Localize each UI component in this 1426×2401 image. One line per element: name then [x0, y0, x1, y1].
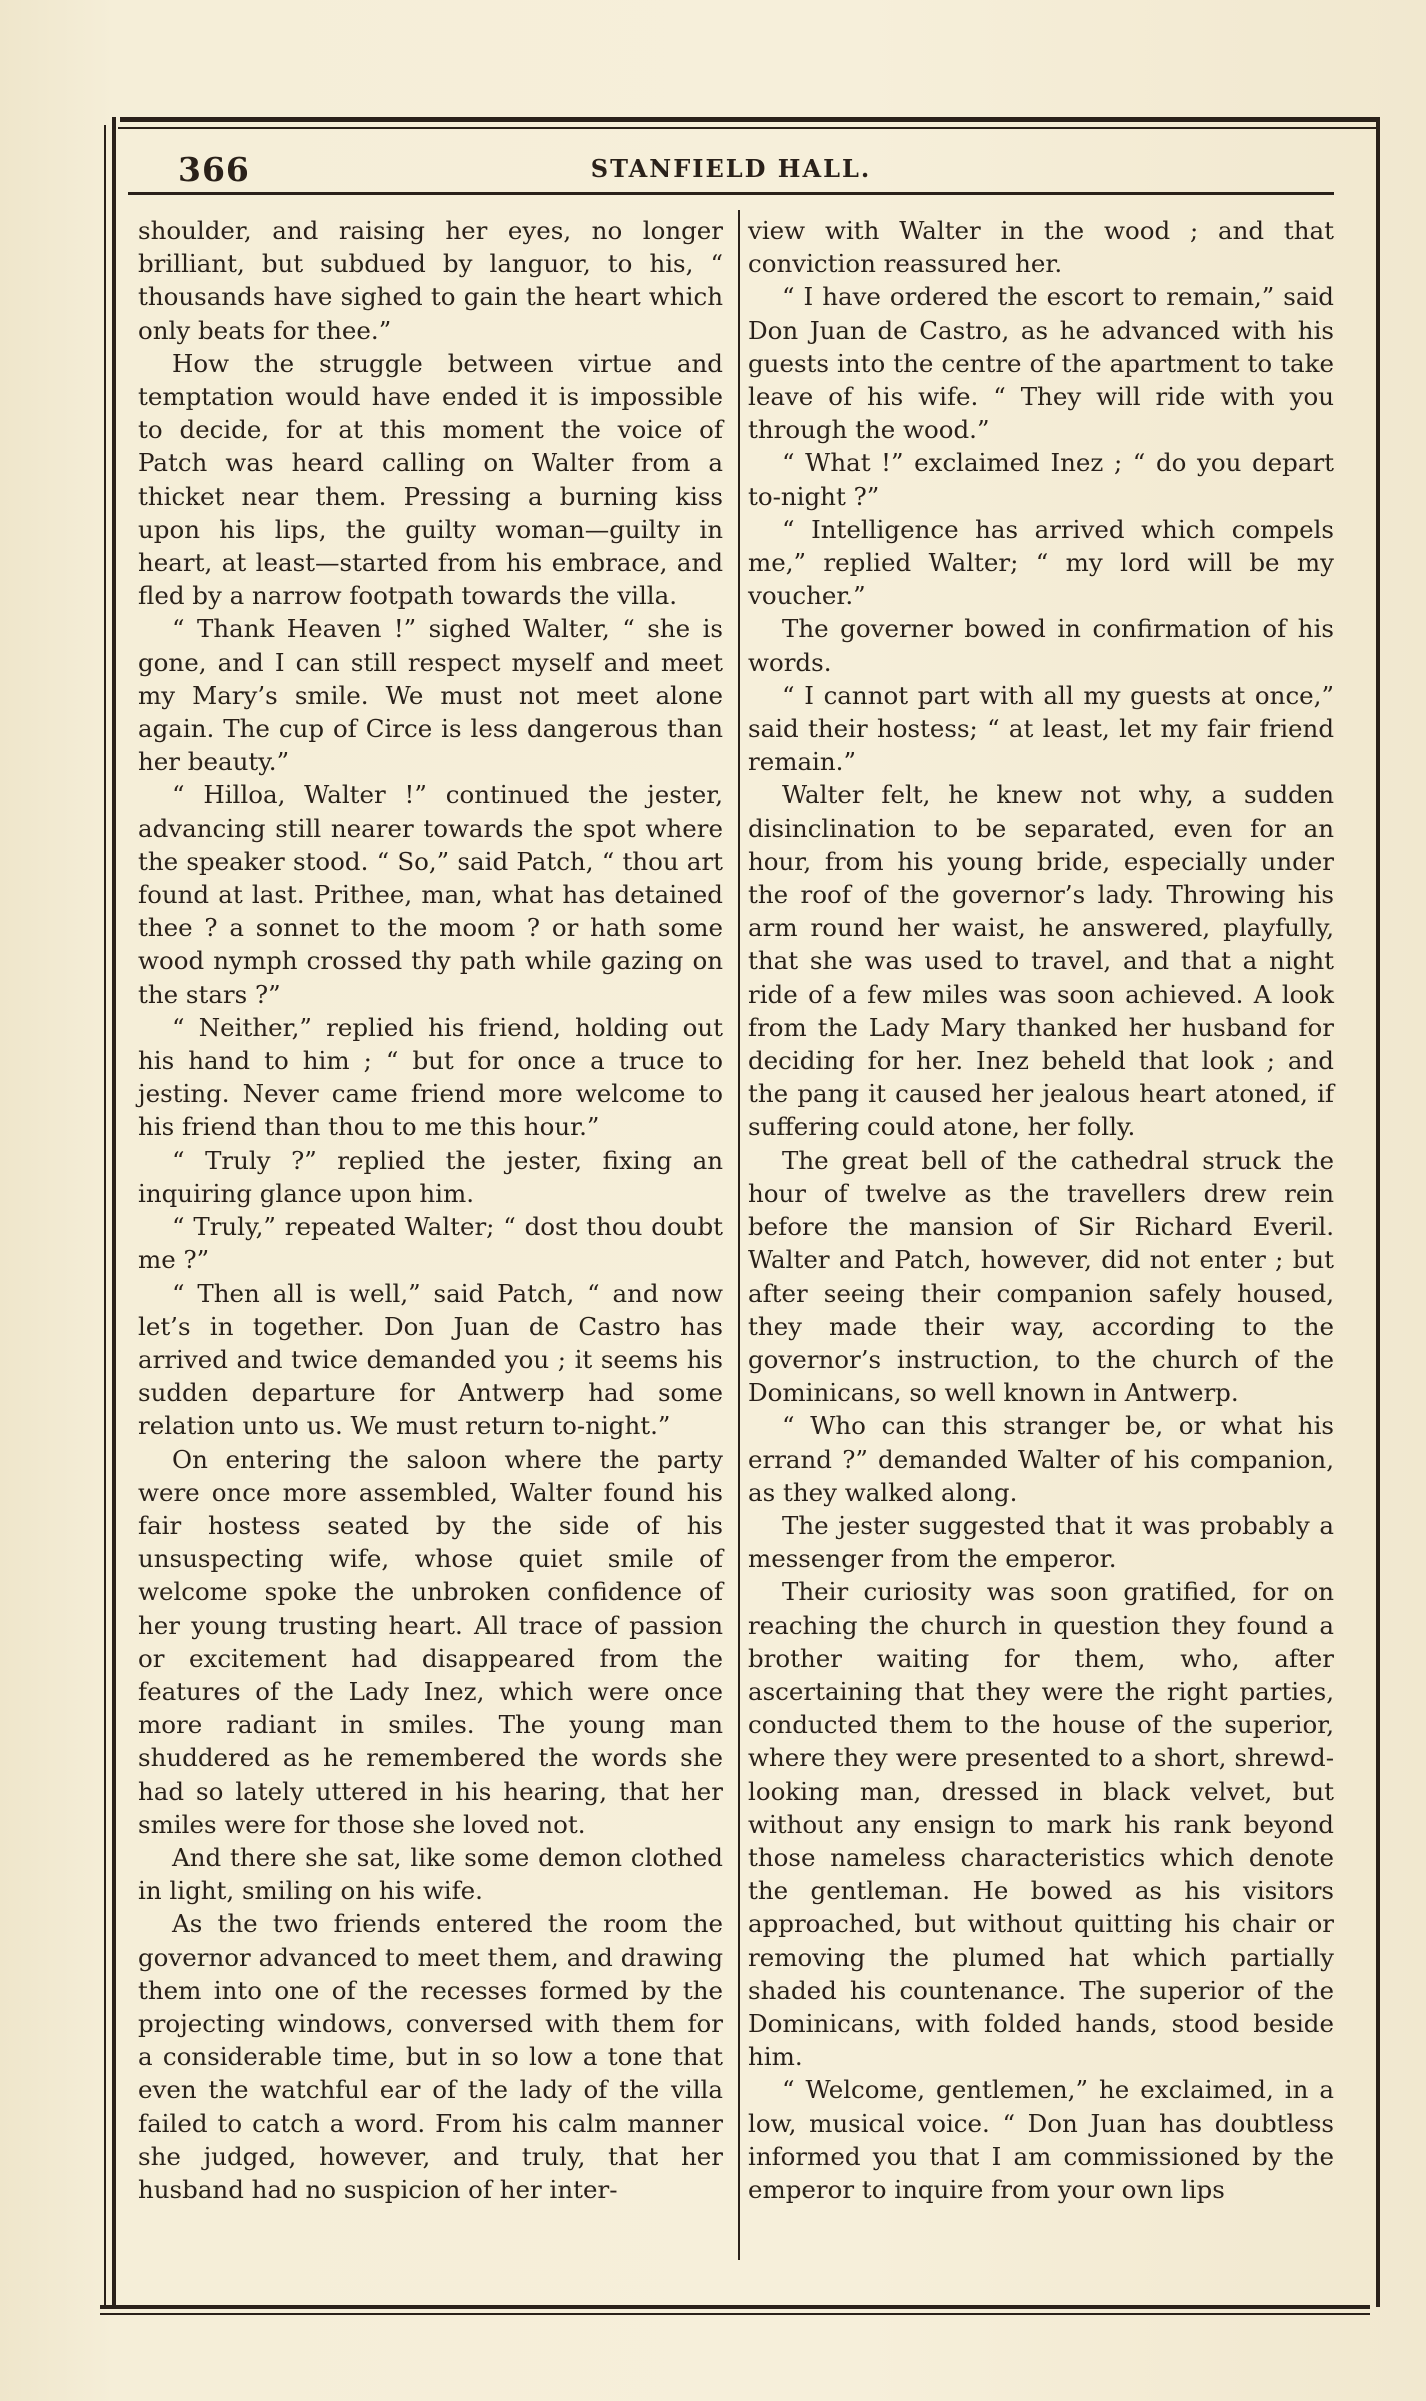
- column-divider: [738, 210, 740, 2260]
- paragraph: “ Hilloa, Walter !” continued the jester, advancing still nearer towards the spot where the speaker stood. “ So,” said Patch, “ thou art found at last. Prithee, man, what has detained thee ? a sonnet to the moom ? or hath some wood nymph crossed thy path while gazing on the stars ?”: [138, 780, 723, 1009]
- paragraph: “ Truly,” repeated Walter; “ dost thou doubt me ?”: [138, 1212, 723, 1275]
- paragraph: Walter felt, he knew not why, a sudden disinclination to be separated, even for an hour, from his young bride, especially under the roof of the governor’s lady. Throwing his arm round her waist, he answered, playfully, that she was used to travel, and that a night ride of a few miles was soon achieved. A look from the Lady Mary thanked her husband for deciding for her. Inez beheld that look ; and the pang it caused her jealous heart atoned, if suffering could atone, her folly.: [748, 780, 1334, 1142]
- left-column: [138, 214, 723, 2206]
- paragraph: shoulder, and raising her eyes, no longer brilliant, but subdued by languor, to his, “ thousands have sighed to gain the heart which only beats for thee.”: [138, 216, 723, 345]
- right-column: [748, 214, 1334, 2206]
- paragraph: How the struggle between virtue and temptation would have ended it is impossible to decide, for at this moment the voice of Patch was heard calling on Walter from a thicket near them. Pressing a burning kiss upon his lips, the guilty woman—guilty in heart, at least—started from his embrace, and fled by a narrow footpath towards the villa.: [138, 348, 723, 611]
- paragraph: “ Truly ?” replied the jester, fixing an inquiring glance upon him.: [138, 1145, 723, 1208]
- paragraph: “ Thank Heaven !” sighed Walter, “ she is gone, and I can still respect myself and meet my Mary’s smile. We must not meet alone again. The cup of Circe is less dangerous than her beauty.”: [138, 614, 723, 777]
- paragraph: “ I cannot part with all my guests at once,” said their hostess; “ at least, let my fair friend remain.”: [748, 680, 1334, 777]
- paragraph: And there she sat, like some demon clothed in light, smiling on his wife.: [138, 1842, 723, 1906]
- paragraph: “ Neither,” replied his friend, holding out his hand to him ; “ but for once a truce to jesting. Never came friend more welcome to his friend than thou to me this hour.”: [138, 1012, 723, 1142]
- bottom-frame-rule: [100, 2305, 1370, 2309]
- paragraph: “ I have ordered the escort to remain,” said Don Juan de Castro, as he advanced with his guests into the centre of the apartment to take leave of his wife. “ They will ride with you through the wood.”: [748, 282, 1334, 445]
- top-frame-rule: [120, 117, 1380, 122]
- left-frame-rule: [112, 117, 116, 2307]
- bottom-frame-rule-thin: [100, 2313, 1370, 2315]
- paragraph: On entering the saloon where the party were once more assembled, Walter found his fair hostess seated by the side of his unsuspecting wife, whose quiet smile of welcome spoke the unbroken confidence of her young trusting heart. All trace of passion or excitement had disappeared from the features of the Lady Inez, which were once more radiant in smiles. The young man shuddered as he remembered the words she had so lately uttered in his hearing, that her smiles were for those she loved not.: [138, 1444, 723, 1839]
- paragraph: “ What !” exclaimed Inez ; “ do you depart to-night ?”: [748, 448, 1334, 511]
- left-frame-rule-thin: [104, 125, 106, 2305]
- right-frame-rule: [1376, 117, 1380, 2307]
- paragraph: The great bell of the cathedral struck the hour of twelve as the travellers drew rein before the mansion of Sir Richard Everil. Walter and Patch, however, did not enter ; but after seeing their companion safely housed, they made their way, according to the governor’s instruction, to the church of the Dominicans, so well known in Antwerp.: [748, 1145, 1334, 1408]
- paragraph: “ Intelligence has arrived which compels me,” replied Walter; “ my lord will be my voucher.”: [748, 514, 1334, 611]
- running-title: STANFIELD HALL.: [590, 154, 872, 183]
- paragraph: “ Who can this stranger be, or what his errand ?” demanded Walter of his companion, as they walked along.: [748, 1411, 1334, 1507]
- page-number: 366: [178, 150, 250, 189]
- paragraph: The governer bowed in confirmation of his words.: [748, 614, 1334, 677]
- paragraph: As the two friends entered the room the governor advanced to meet them, and drawing them into one of the recesses formed by the projecting windows, conversed with them for a considerable time, but in so low a tone that even the watchful ear of the lady of the villa failed to catch a word. From his calm manner she judged, however, and truly, that her husband had no suspicion of her inter-: [138, 1909, 723, 2204]
- page-header: [128, 150, 1334, 190]
- header-rule: [128, 192, 1334, 195]
- top-frame-rule-thin: [118, 127, 1380, 129]
- paragraph: Their curiosity was soon gratified, for on reaching the church in question they found a brother waiting for them, who, after ascertaining that they were the right parties, conducted them to the house of the superior, where they were presented to a short, shrewd-looking man, dressed in black velvet, but without any ensign to mark his rank beyond those nameless characteristics which denote the gentleman. He bowed as his visitors approached, but without quitting his chair or removing the plumed hat which partially shaded his countenance. The superior of the Dominicans, with folded hands, stood beside him.: [748, 1577, 1334, 2072]
- paragraph: “ Welcome, gentlemen,” he exclaimed, in a low, musical voice. “ Don Juan has doubtless informed you that I am commissioned by the emperor to inquire from your own lips: [748, 2075, 1334, 2204]
- paragraph: The jester suggested that it was probably a messenger from the emperor.: [748, 1510, 1334, 1574]
- paragraph: view with Walter in the wood ; and that conviction reassured her.: [748, 216, 1334, 279]
- paragraph: “ Then all is well,” said Patch, “ and now let’s in together. Don Juan de Castro has arrived and twice demanded you ; it seems his sudden departure for Antwerp had some relation unto us. We must return to-night.”: [138, 1278, 723, 1441]
